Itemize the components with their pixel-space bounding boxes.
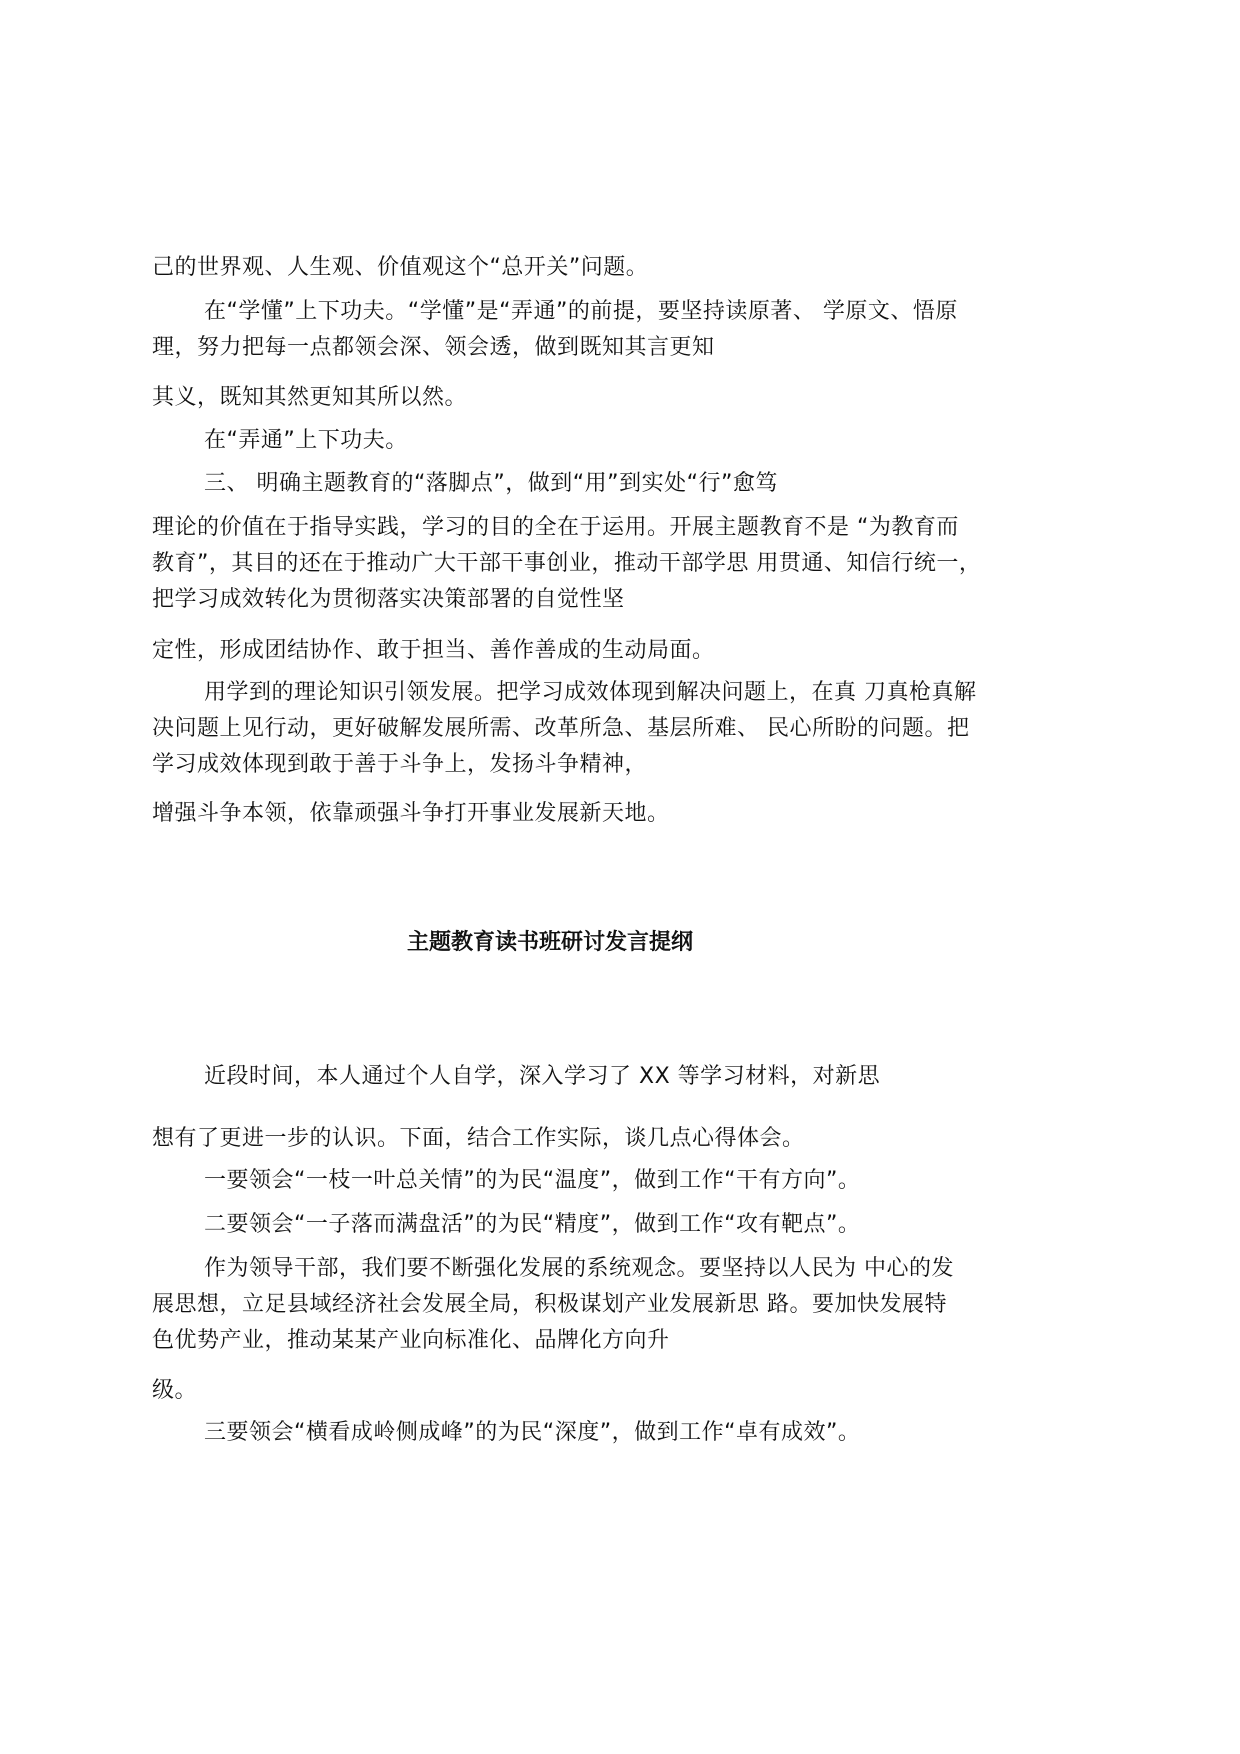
paragraph-line: 展思想，立足县域经济社会发展全局，积极谋划产业发展新思 路。要加快发展特: [152, 1292, 947, 1317]
paragraph-line: 定性，形成团结协作、敢于担当、善作善成的生动局面。: [152, 638, 715, 663]
paragraph-line: 级。: [152, 1378, 198, 1403]
paragraph-line: 理，努力把每一点都领会深、领会透，做到既知其言更知: [152, 335, 715, 360]
paragraph-line: 想有了更进一步的认识。下面，结合工作实际，谈几点心得体会。: [152, 1126, 805, 1151]
paragraph-line: 近段时间，本人通过个人自学，深入学习了 XX 等学习材料，对新思: [204, 1064, 881, 1089]
paragraph-line: 把学习成效转化为贯彻落实决策部署的自觉性坚: [152, 587, 625, 612]
paragraph-line: 增强斗争本领，依靠顽强斗争打开事业发展新天地。: [152, 801, 670, 826]
paragraph-line: 教育”，其目的还在于推动广大干部干事创业，推动干部学思 用贯通、知信行统一，: [152, 551, 982, 576]
paragraph-line: 三要领会“横看成岭侧成峰”的为民“深度”，做到工作“卓有成效”。: [204, 1420, 861, 1445]
paragraph-line: 二要领会“一子落而满盘活”的为民“精度”，做到工作“攻有靶点”。: [204, 1212, 861, 1237]
document-title: 主题教育读书班研讨发言提纲: [406, 930, 693, 955]
paragraph-line: 己的世界观、人生观、价值观这个“总开关”问题。: [152, 255, 649, 280]
paragraph-line: 在“弄通”上下功夫。: [204, 428, 408, 453]
paragraph-line: 用学到的理论知识引领发展。把学习成效体现到解决问题上，在真 刀真枪真解: [204, 680, 977, 705]
paragraph-line: 一要领会“一枝一叶总关情”的为民“温度”，做到工作“干有方向”。: [204, 1168, 861, 1193]
section-heading: 三、 明确主题教育的“落脚点”，做到“用”到实处“行”愈笃: [204, 471, 778, 496]
paragraph-line: 在“学懂”上下功夫。“学懂”是“弄通”的前提，要坚持读原著、 学原文、悟原: [204, 299, 958, 324]
paragraph-line: 决问题上见行动，更好破解发展所需、改革所急、基层所难、 民心所盼的问题。把: [152, 716, 970, 741]
paragraph-line: 其义，既知其然更知其所以然。: [152, 385, 468, 410]
paragraph-line: 理论的价值在于指导实践，学习的目的全在于运用。开展主题教育不是 “为教育而: [152, 515, 959, 540]
paragraph-line: 作为领导干部，我们要不断强化发展的系统观念。要坚持以人民为 中心的发: [204, 1256, 954, 1281]
paragraph-line: 色优势产业，推动某某产业向标准化、品牌化方向升: [152, 1328, 670, 1353]
paragraph-line: 学习成效体现到敢于善于斗争上，发扬斗争精神，: [152, 752, 648, 777]
